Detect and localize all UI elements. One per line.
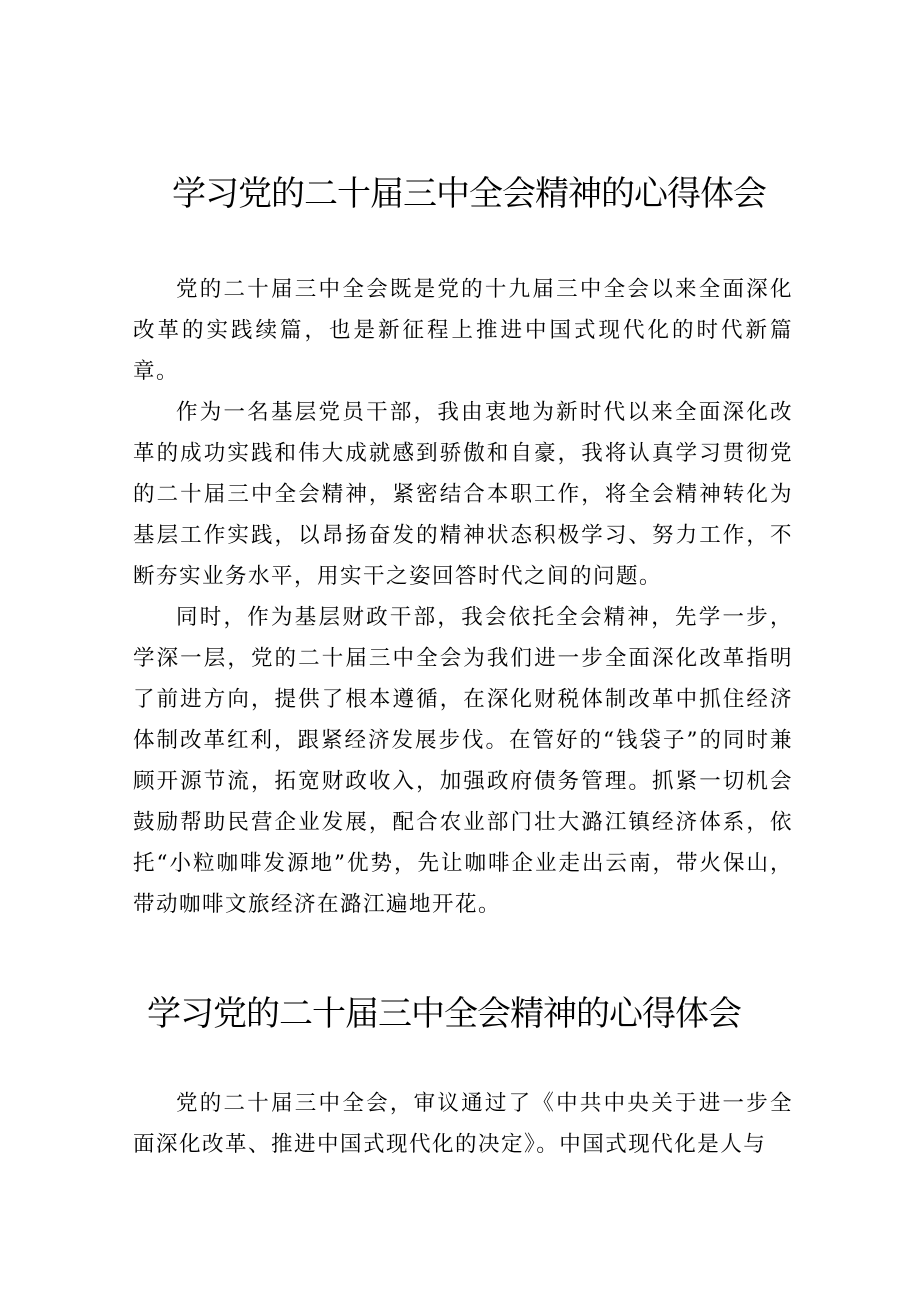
section-1-paragraph-1: 党的二十届三中全会既是党的十九届三中全会以来全面深化改革的实践续篇，也是新征程上推进中国式现代化的时代新篇章。 xyxy=(133,277,793,384)
section-2-title: 学习党的二十届三中全会精神的心得体会 xyxy=(147,994,741,1034)
section-1-paragraph-3: 同时，作为基层财政干部，我会依托全会精神，先学一步，学深一层，党的二十届三中全会为我们进一步全面深化改革指明了前进方向，提供了根本遵循，在深化财税体制改革中抓住经济体制改革红利，跟紧经济发展步伐。在管好的“钱袋子”的同时兼顾开源节流，拓宽财政收入，加强政府债务管理。抓紧一切机会鼓励帮助民营企业发展，配合农业部门壮大潞江镇经济体系，依托“小粒咖啡发源地”优势，先让咖啡企业走出云南，带火保山，带动咖啡文旅经济在潞江遍地开花。 xyxy=(133,605,793,917)
section-1-paragraph-2: 作为一名基层党员干部，我由衷地为新时代以来全面深化改革的成功实践和伟大成就感到骄傲和自豪，我将认真学习贯彻党的二十届三中全会精神，紧密结合本职工作，将全会精神转化为基层工作实践，以昂扬奋发的精神状态积极学习、努力工作，不断夯实业务水平，用实干之姿回答时代之间的问题。 xyxy=(133,400,793,589)
section-2-paragraph-1: 党的二十届三中全会，审议通过了《中共中央关于进一步全面深化改革、推进中国式现代化的决定》。中国式现代化是人与 xyxy=(133,1091,793,1157)
section-1-title: 学习党的二十届三中全会精神的心得体会 xyxy=(172,174,766,214)
section-2-body xyxy=(133,1083,793,1165)
section-1-body xyxy=(133,269,793,925)
